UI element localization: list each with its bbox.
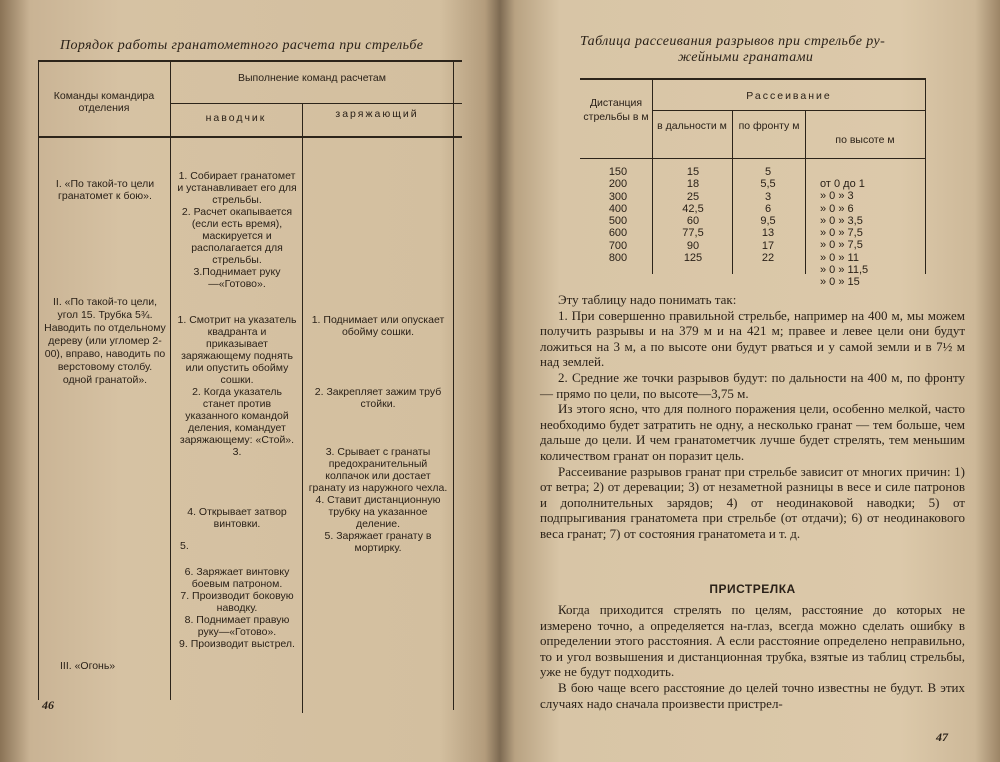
right-page-number: 47 [936,730,948,744]
col-header-range: в дальности м [657,120,727,132]
paragraph-causes: Рассеивание разрывов гранат при стрельбе зависит от многих причин: 1) от ветра; 2) от деревации; 3) от незаметной разницы в весе и силе патронов и дополнительных зарядов; 4) от неодинаковой наводки; 5) от подпрыгивания гранатомета при стрельбе (от отдачи); 6) от неодинакового веса гранат; 7) от состояния гранатомета и т. д. [540,463,965,541]
disp-table-divider-1 [652,78,653,274]
command-1: I. «По такой-то цели гранатомет к бою». [55,178,155,202]
col-header-dispersion: Рассеивание [746,90,832,102]
col-header-execution: Выполнение команд расчетам [237,72,386,84]
disp-table-right-border [925,78,926,274]
table-cell-height: » 0 » 6 [820,202,854,215]
paragraph-intro: Эту таблицу надо понимать так: [558,292,737,307]
table-cell-distance: 600 [608,227,628,240]
table-cell-front: 9,5 [760,215,776,228]
paragraph-battle: В бою чаще всего расстояние до целей точно известны не будут. В этих случаях надо сначала произвести пристрел- [540,679,965,711]
table-cell-height: » 0 » 7,5 [820,227,863,240]
disp-table-mid-border [652,110,925,111]
table-cell-range: 15 [686,166,700,178]
table-cell-distance: 800 [608,252,628,265]
table-cell-height: » 0 » 3 [820,190,854,203]
table-mid-border [170,103,462,104]
gunner-actions-3: 4. Открывает затвор винтовки. [187,506,287,530]
table-cell-distance: 200 [608,178,628,191]
table-cell-front: 17 [761,239,775,252]
disp-table-divider-2 [732,110,733,274]
table-cell-height: » 0 » 15 [820,276,860,289]
command-2: II. «По такой-то цели, угол 15. Трубка 5¾. Наводить по отдельному дереву (или угломер 2-00), вправо, наводить по верстовому столбу. одной гранатой». [44,296,166,386]
table-cell-front: 6 [764,202,772,215]
height-values [820,178,910,289]
table-cell-range: 60 [686,215,700,228]
col-header-commands: Команды командира отделения [53,90,155,114]
loader-actions-3: 3. Срывает с гранаты предохранительный колпачок или достает гранату из наружного чехла. 4. Ставит дистанционную трубку на указанное деление. 5. Заряжает гранату в мортирку. [308,446,448,554]
table-cell-height: » 0 » 11,5 [820,264,869,277]
gunner-actions-4: 5. [180,540,189,552]
body-text-1 [540,292,965,542]
table-cell-front: 5 [764,166,772,178]
left-page-number: 46 [42,698,54,712]
gunner-actions-1: 1. Собирает гранатомет и устанавливает его для стрельбы. 2. Расчет окапывается (если есть время), маскируется и располагается для стрельбы. 3.Поднимает руку—«Готово». [177,170,297,290]
col-header-front: по фронту м [738,120,800,132]
table-cell-range: 125 [683,252,703,265]
table-cell-distance: 150 [608,166,628,178]
disp-table-top-border [580,78,925,80]
gunner-actions-2: 1. Смотрит на указатель квадранта и приказывает заряжающему поднять или опустить обойму сошки. 2. Когда указатель станет против указанного командой деления, командует заряжающему: «Стой». 3. [177,314,297,458]
range-values [665,166,721,264]
distance-values [590,166,646,264]
table-cell-range: 77,5 [682,227,704,240]
table-cell-distance: 500 [608,215,628,228]
disp-table-divider-3 [805,110,806,274]
gunner-actions-5: 6. Заряжает винтовку боевым патроном. 7. Производит боковую наводку. 8. Поднимает правую руку—«Готово». 9. Производит выстрел. [179,566,295,650]
loader-actions-2: 2. Закрепляет зажим труб стойки. [314,386,442,410]
table-header-bottom-border [38,136,462,138]
table-cell-height: » 0 » 11 [820,251,859,264]
table-left-border [38,60,39,700]
paragraph-point-1: 1. При совершенно правильной стрельбе, например на 400 м, мы можем получить разрывы и на 379 м и на 421 м; правее и левее цели они будут ложиться на 3 м, а по высоте они будут рваться и у самой земли и в 7½ м над землей. [540,307,965,370]
table-right-border [453,60,454,710]
table-cell-height: » 0 » 3,5 [820,214,863,227]
table-cell-front: 5,5 [760,178,776,191]
table-cell-front: 3 [764,190,772,203]
paragraph-conclusion: Из этого ясно, что для полного поражения цели, особенно мелкой, часто необходимо будет затратить не одну, а несколько гранат — тем больше, чем дальше до цели. И чем гранатометчик лучше будет стрелять, тем меньшим количеством гранат он поразит цель. [540,401,965,463]
table-cell-range: 42,5 [682,202,704,215]
table-cell-height: от 0 до 1 [820,178,865,190]
table-divider-1 [170,60,171,700]
table-cell-distance: 700 [608,239,628,252]
col-header-height: по высоте м [835,134,895,146]
right-page-header-line1: Таблица рассеивания разрывов при стрельбе ру- [580,34,886,49]
col-header-loader: заряжающий [335,108,419,120]
table-cell-range: 90 [686,239,700,252]
body-text-2 [540,602,965,711]
right-page-header-line2: жейными гранатами [678,50,814,65]
table-cell-range: 25 [686,190,700,203]
table-cell-front: 13 [761,227,775,240]
table-cell-front: 22 [761,252,775,265]
left-page [30,0,470,762]
table-cell-distance: 300 [608,190,628,203]
table-top-border [38,60,462,62]
table-cell-range: 18 [686,178,700,191]
section-title: ПРИСТРЕЛКА [709,582,796,596]
col-header-distance: Дистанция стрельбы в м [583,97,649,123]
paragraph-point-2: 2. Средние же точки разрывов будут: по дальности на 400 м, по фронту — прямо по цели, по высоте—3,75 м. [540,369,965,401]
paragraph-ranging: Когда приходится стрелять по целям, расстояние до которых не измерено точно, а определяется на-глаз, всегда можно сделать ошибку в определении этого расстояния. А если расстояние определено неправильно, то и угол возвышения и дистанционная трубка, взятые из таблиц стрельбы, уже не будут подходить. [540,602,965,680]
table-divider-2 [302,103,303,713]
command-3: III. «Огонь» [60,660,116,672]
left-page-header: Порядок работы гранатометного расчета при стрельбе [60,38,424,53]
loader-actions-1: 1. Поднимает или опускает обойму сошки. [311,314,445,338]
right-page [540,0,980,762]
front-values [740,166,796,264]
table-cell-height: » 0 » 7,5 [820,239,863,252]
disp-table-header-bottom-border [580,158,925,159]
col-header-gunner: наводчик [205,112,267,124]
table-cell-distance: 400 [608,202,628,215]
